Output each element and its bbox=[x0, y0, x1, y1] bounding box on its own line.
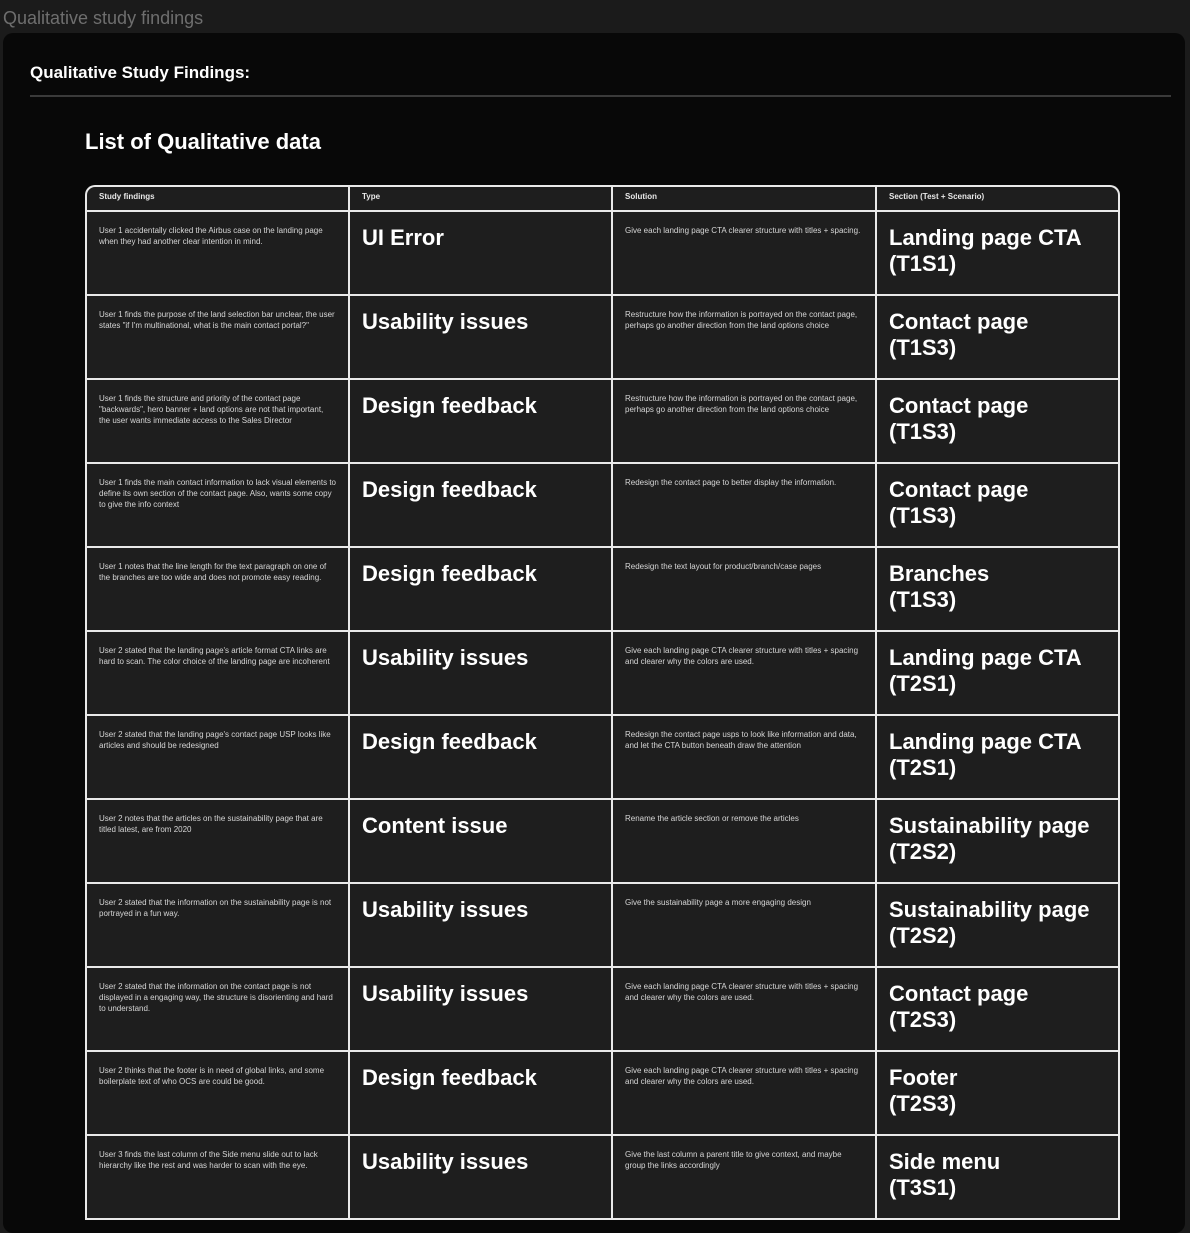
section-name: Sustainability page bbox=[889, 813, 1090, 838]
solution-cell: Give each landing page CTA clearer structure with titles + spacing. bbox=[613, 212, 877, 294]
section-name: Landing page CTA bbox=[889, 225, 1082, 250]
header-study-findings: Study findings bbox=[87, 187, 350, 210]
section-code: (T2S1) bbox=[889, 755, 957, 780]
finding-cell: User 2 stated that the landing page's article format CTA links are hard to scan. The color choice of the landing page are incoherent bbox=[87, 632, 350, 714]
table-row bbox=[87, 212, 1118, 296]
section-code: (T1S1) bbox=[889, 251, 957, 276]
finding-cell: User 2 notes that the articles on the sustainability page that are titled latest, are from 2020 bbox=[87, 800, 350, 882]
section-code: (T2S3) bbox=[889, 1007, 957, 1032]
section-cell bbox=[877, 212, 1118, 294]
section-cell bbox=[877, 548, 1118, 630]
type-cell: Design feedback bbox=[350, 548, 613, 630]
type-cell: Design feedback bbox=[350, 380, 613, 462]
solution-cell: Give each landing page CTA clearer structure with titles + spacing and clearer why the colors are used. bbox=[613, 968, 877, 1050]
section-cell bbox=[877, 968, 1118, 1050]
section-cell bbox=[877, 632, 1118, 714]
type-cell: Content issue bbox=[350, 800, 613, 882]
section-code: (T1S3) bbox=[889, 587, 957, 612]
table-row bbox=[87, 800, 1118, 884]
type-cell: Design feedback bbox=[350, 464, 613, 546]
section-code: (T1S3) bbox=[889, 419, 957, 444]
type-cell: Usability issues bbox=[350, 1136, 613, 1218]
findings-table bbox=[85, 185, 1120, 1220]
solution-cell: Give each landing page CTA clearer structure with titles + spacing and clearer why the colors are used. bbox=[613, 632, 877, 714]
finding-cell: User 1 accidentally clicked the Airbus case on the landing page when they had another clear intention in mind. bbox=[87, 212, 350, 294]
title-divider bbox=[30, 95, 1171, 97]
finding-cell: User 2 stated that the landing page's contact page USP looks like articles and should be redesigned bbox=[87, 716, 350, 798]
finding-cell: User 1 finds the main contact information to lack visual elements to define its own section of the contact page. Also, wants some copy to give the info context bbox=[87, 464, 350, 546]
finding-cell: User 3 finds the last column of the Side menu slide out to lack hierarchy like the rest and was harder to scan with the eye. bbox=[87, 1136, 350, 1218]
table-row bbox=[87, 968, 1118, 1052]
section-cell bbox=[877, 1052, 1118, 1134]
header-type: Type bbox=[350, 187, 613, 210]
finding-cell: User 2 stated that the information on the contact page is not displayed in a engaging way, the structure is disorienting and hard to understand. bbox=[87, 968, 350, 1050]
section-name: Contact page bbox=[889, 477, 1029, 502]
section-name: Contact page bbox=[889, 309, 1029, 334]
table-row bbox=[87, 1052, 1118, 1136]
solution-cell: Rename the article section or remove the articles bbox=[613, 800, 877, 882]
solution-cell: Redesign the text layout for product/branch/case pages bbox=[613, 548, 877, 630]
section-code: (T1S3) bbox=[889, 503, 957, 528]
type-cell: Design feedback bbox=[350, 1052, 613, 1134]
finding-cell: User 2 stated that the information on the sustainability page is not portrayed in a fun way. bbox=[87, 884, 350, 966]
section-code: (T2S3) bbox=[889, 1091, 957, 1116]
section-cell bbox=[877, 884, 1118, 966]
solution-cell: Give the sustainability page a more engaging design bbox=[613, 884, 877, 966]
section-cell bbox=[877, 464, 1118, 546]
solution-cell: Give the last column a parent title to give context, and maybe group the links accordingly bbox=[613, 1136, 877, 1218]
table-row bbox=[87, 632, 1118, 716]
section-cell bbox=[877, 380, 1118, 462]
finding-cell: User 1 notes that the line length for the text paragraph on one of the branches are too wide and does not promote easy reading. bbox=[87, 548, 350, 630]
table-row bbox=[87, 296, 1118, 380]
header-section: Section (Test + Scenario) bbox=[889, 192, 985, 201]
table-row bbox=[87, 464, 1118, 548]
section-code: (T2S2) bbox=[889, 923, 957, 948]
section-cell bbox=[877, 1136, 1118, 1218]
table-row bbox=[87, 884, 1118, 968]
type-cell: Usability issues bbox=[350, 632, 613, 714]
section-name: Branches bbox=[889, 561, 990, 586]
table-body bbox=[87, 212, 1118, 1220]
findings-card bbox=[3, 33, 1185, 1233]
finding-cell: User 1 finds the purpose of the land selection bar unclear, the user states "if I'm multinational, what is the main contact portal?" bbox=[87, 296, 350, 378]
solution-cell: Give each landing page CTA clearer structure with titles + spacing and clearer why the colors are used. bbox=[613, 1052, 877, 1134]
list-title: List of Qualitative data bbox=[85, 129, 321, 154]
section-code: (T1S3) bbox=[889, 335, 957, 360]
section-name: Landing page CTA bbox=[889, 645, 1082, 670]
table-row bbox=[87, 716, 1118, 800]
section-code: (T3S1) bbox=[889, 1175, 957, 1200]
solution-cell: Redesign the contact page usps to look like information and data, and let the CTA button beneath draw the attention bbox=[613, 716, 877, 798]
section-code: (T2S2) bbox=[889, 839, 957, 864]
type-cell: Usability issues bbox=[350, 968, 613, 1050]
frame-label: Qualitative study findings bbox=[3, 8, 204, 28]
type-cell: Design feedback bbox=[350, 716, 613, 798]
finding-cell: User 2 thinks that the footer is in need of global links, and some boilerplate text of who OCS are could be good. bbox=[87, 1052, 350, 1134]
section-cell bbox=[877, 716, 1118, 798]
card-title: Qualitative Study Findings: bbox=[30, 63, 251, 82]
section-cell bbox=[877, 800, 1118, 882]
section-code: (T2S1) bbox=[889, 671, 957, 696]
solution-cell: Restructure how the information is portrayed on the contact page, perhaps go another direction from the land options choice bbox=[613, 380, 877, 462]
table-row bbox=[87, 380, 1118, 464]
section-name: Sustainability page bbox=[889, 897, 1090, 922]
solution-cell: Restructure how the information is portrayed on the contact page, perhaps go another direction from the land options choice bbox=[613, 296, 877, 378]
type-cell: UI Error bbox=[350, 212, 613, 294]
type-cell: Usability issues bbox=[350, 884, 613, 966]
solution-cell: Redesign the contact page to better display the information. bbox=[613, 464, 877, 546]
section-name: Contact page bbox=[889, 393, 1029, 418]
header-solution: Solution bbox=[613, 187, 877, 210]
finding-cell: User 1 finds the structure and priority of the contact page "backwards", hero banner + land options are not that important, the user wants immediate access to the Sales Director bbox=[87, 380, 350, 462]
section-name: Side menu bbox=[889, 1149, 1001, 1174]
table-row bbox=[87, 1136, 1118, 1220]
section-name: Landing page CTA bbox=[889, 729, 1082, 754]
table-row bbox=[87, 548, 1118, 632]
section-name: Footer bbox=[889, 1065, 958, 1090]
table-header bbox=[87, 187, 1118, 212]
section-name: Contact page bbox=[889, 981, 1029, 1006]
section-cell bbox=[877, 296, 1118, 378]
type-cell: Usability issues bbox=[350, 296, 613, 378]
